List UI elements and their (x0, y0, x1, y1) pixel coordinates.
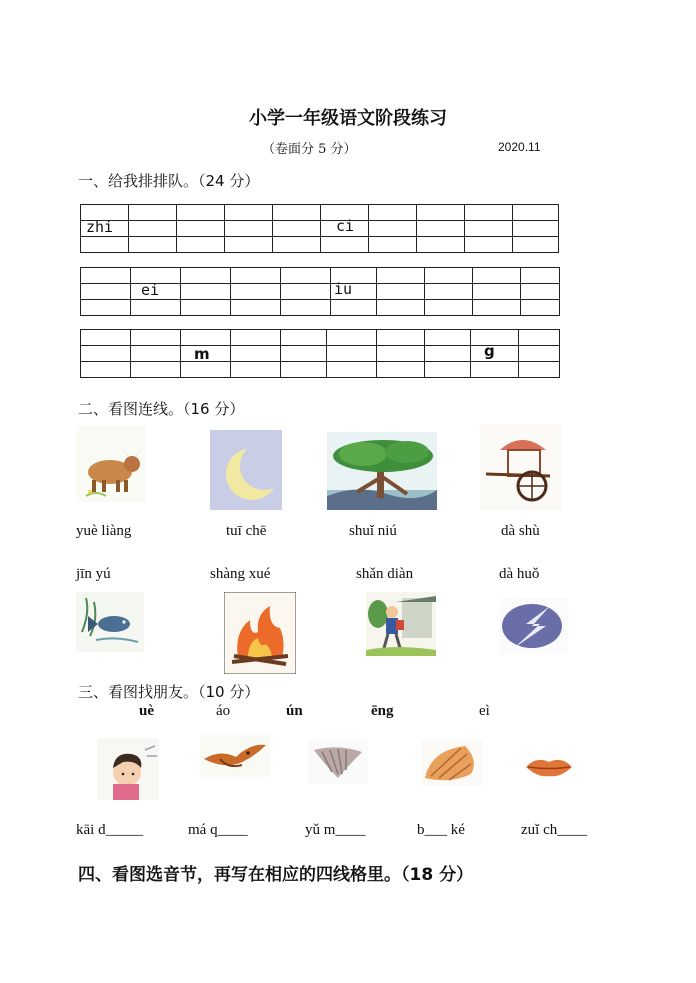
brush-icon (308, 740, 368, 784)
final-uè: uè (139, 703, 154, 719)
shell-picture (421, 740, 483, 786)
page-title: 小学一年级语文阶段练习 (249, 108, 447, 129)
school-child-icon (366, 592, 436, 656)
grid-lines-1 (80, 204, 560, 254)
grid-3-label-m: m (194, 345, 210, 363)
cart-icon (480, 424, 562, 510)
writing-grid-3 (80, 329, 561, 379)
moon-icon (210, 430, 282, 510)
blank-2: má q____ (188, 822, 248, 838)
lightning-icon (500, 598, 568, 654)
shell-icon (421, 740, 483, 786)
bird-picture (200, 735, 270, 777)
bird-icon (200, 735, 270, 777)
blank-5: zuǐ ch____ (521, 822, 588, 838)
section-3-title: 三、看图找朋友。（10 分） (78, 683, 260, 701)
goldfish-picture (76, 592, 144, 652)
final-ún: ún (286, 703, 303, 719)
tree-picture (327, 432, 437, 510)
final-áo: áo (216, 703, 231, 719)
pinyin-top-4: dà shù (501, 523, 540, 539)
writing-grid-1 (80, 204, 560, 254)
grid-1-label-ci: ci (336, 217, 355, 235)
blank-3: yǔ m____ (305, 822, 366, 838)
fire-picture (224, 592, 296, 674)
ox-icon (76, 426, 146, 502)
score-note: （卷面分 5 分） (262, 142, 357, 157)
pinyin-bottom-1: jīn yú (76, 566, 111, 582)
pinyin-top-3: shuǐ niú (349, 523, 397, 539)
pinyin-bottom-3: shǎn diàn (356, 566, 414, 582)
grid-2-label-ei: ei (141, 281, 160, 299)
date-label: 2020.11 (498, 140, 541, 154)
brush-picture (308, 740, 368, 784)
section-1-title: 一、给我排排队。（24 分） (78, 172, 260, 190)
blank-1: kāi d_____ (76, 822, 144, 838)
pinyin-top-2: tuī chē (226, 523, 267, 539)
final-eì: eì (479, 703, 490, 719)
moon-picture (210, 430, 282, 510)
goldfish-icon (76, 592, 144, 652)
fire-icon (224, 592, 296, 674)
lightning-picture (500, 598, 568, 654)
section-2-title: 二、看图连线。（16 分） (78, 400, 245, 418)
final-ēng: ēng (371, 703, 394, 719)
section-4-title: 四、看图选音节，再写在相应的四线格里。（18 分） (78, 865, 474, 885)
cart-picture (480, 424, 562, 510)
grid-2-label-iu: iu (334, 280, 353, 298)
pinyin-bottom-4: dà huǒ (499, 566, 540, 582)
pinyin-top-1: yuè liàng (76, 523, 132, 539)
ox-picture (76, 426, 146, 502)
blank-4: b___ ké (417, 822, 465, 838)
lips-picture (524, 754, 574, 780)
writing-grid-2 (80, 267, 561, 317)
school-child-picture (366, 592, 436, 656)
grid-3-label-g: g (484, 342, 495, 360)
grid-1-label-zhi: zhi (86, 218, 114, 236)
lips-icon (524, 754, 574, 780)
girl-icon (97, 738, 159, 800)
girl-picture (97, 738, 159, 800)
pinyin-bottom-2: shàng xué (210, 566, 271, 582)
tree-icon (327, 432, 437, 510)
